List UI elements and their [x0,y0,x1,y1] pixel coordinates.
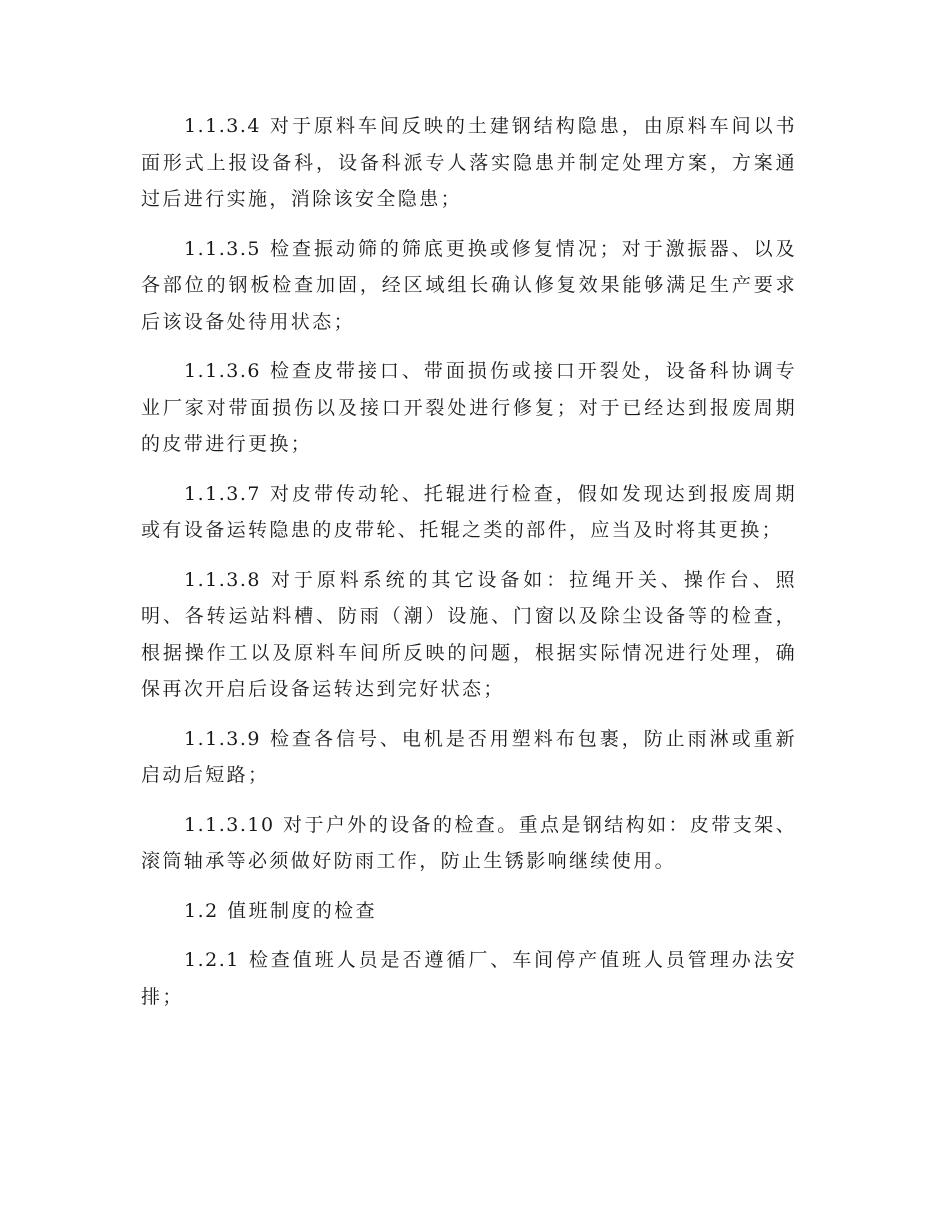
clause-1-1-3-8 [141,562,797,708]
clause-text: 对于原料系统的其它设备如：拉绳开关、操作台、照明、各转运站料槽、防雨（潮）设施、门窗以及除尘设备等的检查，根据操作工以及原料车间所反映的问题，根据实际情况进行处理，确保再次开启后设备运转达到完好状态； [141,568,797,700]
clause-text: 检查值班人员是否遵循厂、车间停产值班人员管理办法安排； [141,949,797,1008]
section-number: 1.2 [184,899,219,922]
clause-1-1-3-5 [141,231,797,341]
clause-number: 1.2.1 [184,949,240,971]
clause-text: 检查皮带接口、带面损伤或接口开裂处，设备科协调专业厂家对带面损伤以及接口开裂处进行修复；对于已经达到报废周期的皮带进行更换； [141,360,797,455]
clause-1-2-1 [141,942,797,1015]
clause-text: 检查各信号、电机是否用塑料布包裹，防止雨淋或重新启动后短路； [141,727,797,786]
clause-number: 1.1.3.5 [184,237,261,260]
clause-number: 1.1.3.10 [184,813,275,836]
clause-number: 1.1.3.6 [184,360,261,382]
clause-text: 对于户外的设备的检查。重点是钢结构如：皮带支架、滚筒轴承等必须做好防雨工作，防止生锈影响继续使用。 [141,813,797,872]
clause-number: 1.1.3.8 [184,568,261,591]
section-heading-1-2 [141,893,797,930]
document-body [141,108,797,1028]
clause-number: 1.1.3.9 [184,727,261,750]
clause-1-1-3-4 [141,108,797,218]
clause-text: 检查振动筛的筛底更换或修复情况；对于激振器、以及各部位的钢板检查加固，经区域组长确认修复效果能够满足生产要求后该设备处待用状态； [141,237,797,333]
clause-1-1-3-7 [141,476,797,549]
clause-1-1-3-10 [141,807,797,880]
section-title: 值班制度的检查 [227,899,377,922]
clause-text: 对皮带传动轮、托辊进行检查，假如发现达到报废周期或有设备运转隐患的皮带轮、托辊之类的部件，应当及时将其更换； [141,482,797,541]
clause-1-1-3-9 [141,721,797,794]
clause-1-1-3-6 [141,353,797,463]
clause-number: 1.1.3.7 [184,482,261,505]
clause-number: 1.1.3.4 [184,115,261,137]
clause-text: 对于原料车间反映的土建钢结构隐患，由原料车间以书面形式上报设备科，设备科派专人落实隐患并制定处理方案，方案通过后进行实施，消除该安全隐患； [141,115,797,210]
